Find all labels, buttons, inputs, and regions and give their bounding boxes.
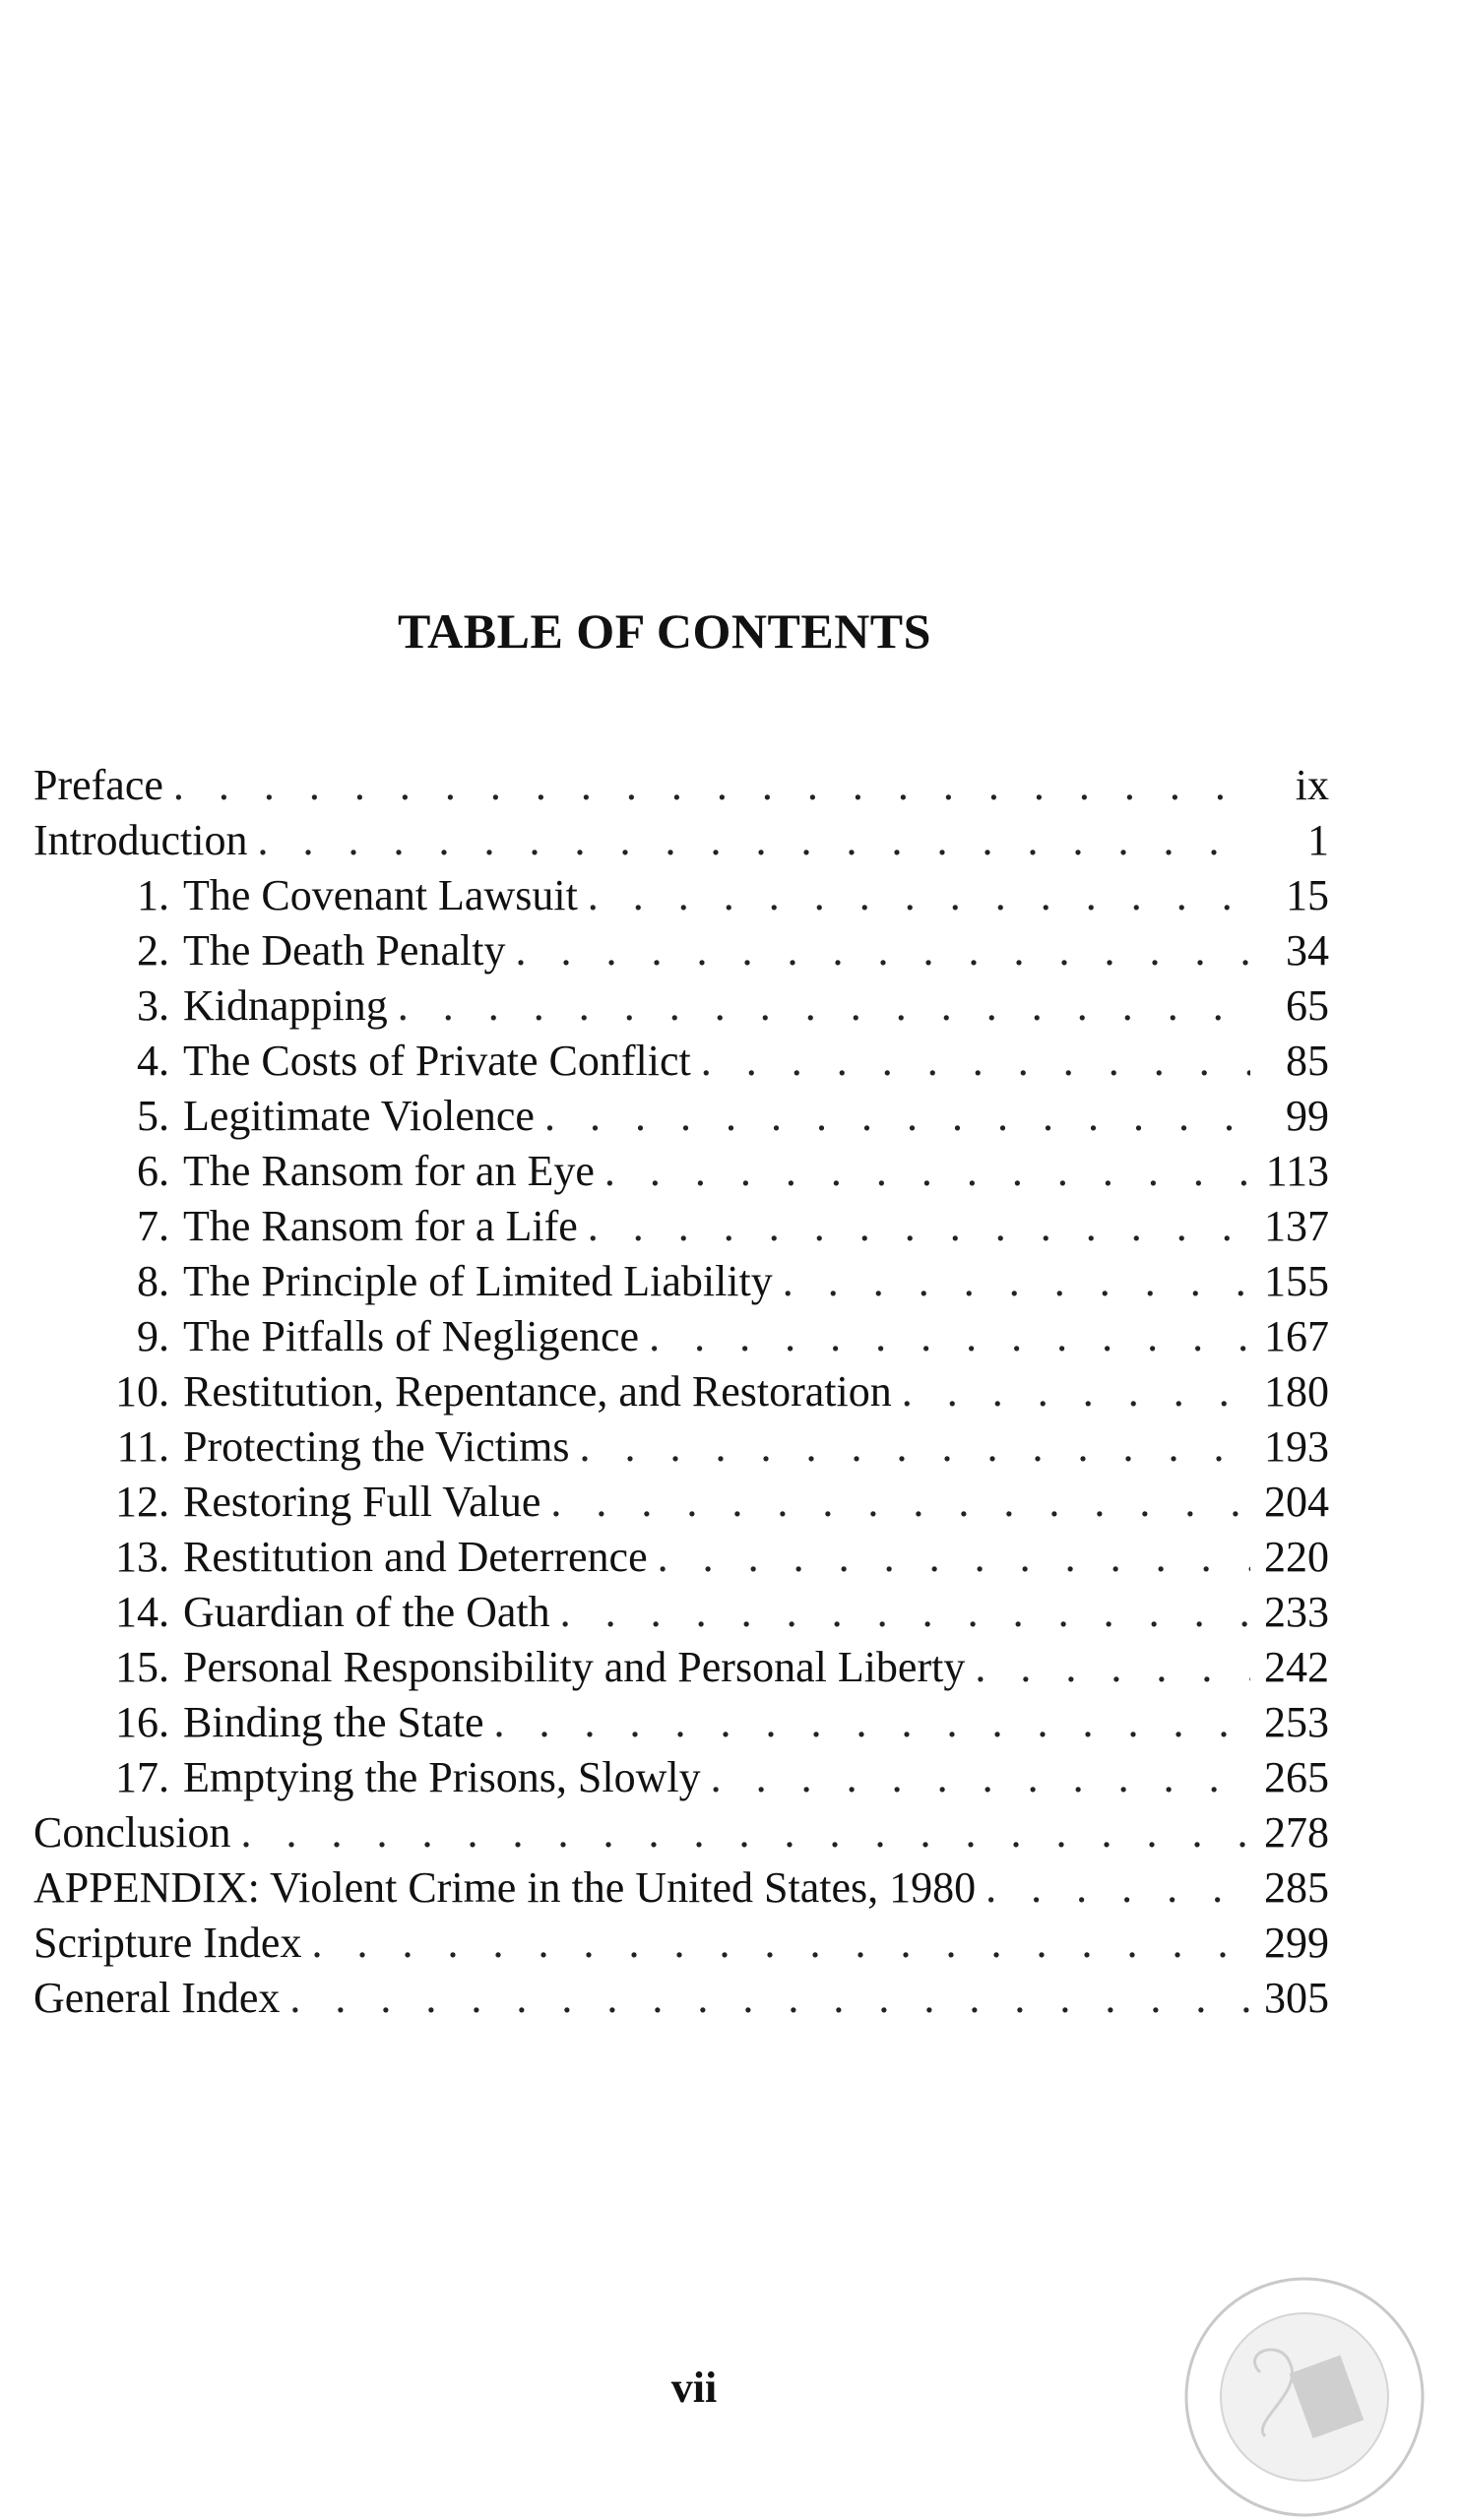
- chapter-number: 14.: [115, 1588, 169, 1636]
- chapter-number: 13.: [115, 1533, 169, 1581]
- toc-entry: [33, 1144, 1329, 1199]
- page-number: vii: [670, 2363, 718, 2412]
- dot-leader: [550, 1475, 1250, 1530]
- entry-page-number: 220: [1264, 1533, 1329, 1581]
- toc-entry: [33, 1199, 1329, 1254]
- entry-page-number: 299: [1264, 1919, 1329, 1967]
- entry-title: General Index: [33, 1974, 281, 2022]
- toc-entry: [33, 1640, 1329, 1695]
- toc-entry: [33, 923, 1329, 978]
- entry-page-number: 65: [1286, 981, 1329, 1030]
- entry-title: APPENDIX: Violent Crime in the United States, 1980: [33, 1863, 977, 1912]
- dot-leader: [494, 1695, 1250, 1750]
- entry-title: Guardian of the Oath: [183, 1588, 550, 1636]
- entry-title: Binding the State: [183, 1698, 484, 1746]
- entry-page-number: 167: [1264, 1312, 1329, 1360]
- dot-leader: [649, 1309, 1250, 1364]
- chapter-number: 3.: [137, 981, 169, 1030]
- dot-leader: [289, 1971, 1250, 2026]
- entry-title: Restoring Full Value: [183, 1478, 541, 1526]
- dot-leader: [173, 758, 1250, 813]
- entry-title: The Death Penalty: [183, 926, 506, 975]
- chapter-number: 4.: [137, 1037, 169, 1085]
- entry-page-number: 180: [1264, 1367, 1329, 1416]
- dot-leader: [311, 1916, 1250, 1971]
- entry-page-number: 113: [1265, 1147, 1329, 1195]
- entry-page-number: 1: [1307, 816, 1329, 864]
- table-of-contents: [33, 758, 1329, 2026]
- entry-title: Emptying the Prisons, Slowly: [183, 1753, 701, 1801]
- dot-leader: [783, 1254, 1250, 1309]
- entry-title: The Pitfalls of Negligence: [183, 1312, 640, 1360]
- dot-leader: [701, 1034, 1250, 1089]
- toc-entry: [33, 1419, 1329, 1475]
- entry-page-number: 85: [1286, 1037, 1329, 1085]
- entry-title: Conclusion: [33, 1808, 231, 1857]
- toc-entry: [33, 978, 1329, 1034]
- dot-leader: [398, 978, 1250, 1034]
- toc-entry: [33, 1254, 1329, 1309]
- toc-entry: [33, 1034, 1329, 1089]
- entry-title: Protecting the Victims: [183, 1422, 570, 1471]
- toc-entry: [33, 1475, 1329, 1530]
- entry-title: The Ransom for an Eye: [183, 1147, 595, 1195]
- chapter-number: 17.: [115, 1753, 169, 1801]
- toc-entry: [33, 813, 1329, 868]
- entry-page-number: 278: [1264, 1808, 1329, 1857]
- entry-page-number: 155: [1264, 1257, 1329, 1305]
- entry-page-number: 99: [1286, 1092, 1329, 1140]
- toc-entry: [33, 1695, 1329, 1750]
- entry-page-number: 204: [1264, 1478, 1329, 1526]
- chapter-number: 2.: [137, 926, 169, 975]
- entry-page-number: 233: [1264, 1588, 1329, 1636]
- entry-page-number: 193: [1264, 1422, 1329, 1471]
- chapter-number: 5.: [137, 1092, 169, 1140]
- entry-page-number: 285: [1264, 1863, 1329, 1912]
- entry-title: Restitution and Deterrence: [183, 1533, 648, 1581]
- chapter-number: 8.: [137, 1257, 169, 1305]
- entry-page-number: 242: [1264, 1643, 1329, 1691]
- toc-entry: [33, 1309, 1329, 1364]
- watermark-seal-icon: [1132, 2225, 1457, 2520]
- entry-title: The Covenant Lawsuit: [183, 871, 578, 919]
- entry-page-number: 15: [1286, 871, 1329, 919]
- dot-leader: [658, 1530, 1250, 1585]
- chapter-number: 1.: [137, 871, 169, 919]
- toc-entry: [33, 1364, 1329, 1419]
- entry-page-number: 137: [1264, 1202, 1329, 1250]
- entry-title: The Ransom for a Life: [183, 1202, 578, 1250]
- toc-entry: [33, 1971, 1329, 2026]
- dot-leader: [711, 1750, 1250, 1805]
- toc-entry: [33, 1916, 1329, 1971]
- chapter-number: 11.: [116, 1422, 169, 1471]
- entry-title: Restitution, Repentance, and Restoration: [183, 1367, 892, 1416]
- toc-entry: [33, 758, 1329, 813]
- entry-page-number: 34: [1286, 926, 1329, 975]
- dot-leader: [544, 1089, 1250, 1144]
- dot-leader: [588, 1199, 1250, 1254]
- dot-leader: [975, 1640, 1250, 1695]
- toc-entry: [33, 1530, 1329, 1585]
- dot-leader: [985, 1860, 1250, 1916]
- entry-title: The Costs of Private Conflict: [183, 1037, 691, 1085]
- dot-leader: [560, 1585, 1250, 1640]
- entry-title: Legitimate Violence: [183, 1092, 535, 1140]
- chapter-number: 7.: [137, 1202, 169, 1250]
- chapter-number: 12.: [115, 1478, 169, 1526]
- dot-leader: [240, 1805, 1250, 1860]
- toc-entry: [33, 1860, 1329, 1916]
- toc-entry: [33, 1750, 1329, 1805]
- chapter-number: 9.: [137, 1312, 169, 1360]
- page-title: TABLE OF CONTENTS: [398, 603, 931, 659]
- entry-title: Preface: [33, 761, 163, 809]
- chapter-number: 15.: [115, 1643, 169, 1691]
- dot-leader: [902, 1364, 1250, 1419]
- entry-page-number: 253: [1264, 1698, 1329, 1746]
- entry-page-number: 305: [1264, 1974, 1329, 2022]
- dot-leader: [515, 923, 1250, 978]
- toc-entry: [33, 1805, 1329, 1860]
- toc-entry: [33, 1585, 1329, 1640]
- dot-leader: [580, 1419, 1251, 1475]
- entry-page-number: 265: [1264, 1753, 1329, 1801]
- entry-page-number: ix: [1295, 761, 1329, 809]
- entry-title: Scripture Index: [33, 1919, 302, 1967]
- toc-entry: [33, 868, 1329, 923]
- entry-title: Introduction: [33, 816, 248, 864]
- chapter-number: 10.: [115, 1367, 169, 1416]
- toc-entry: [33, 1089, 1329, 1144]
- entry-title: Kidnapping: [183, 981, 388, 1030]
- dot-leader: [588, 868, 1250, 923]
- chapter-number: 16.: [115, 1698, 169, 1746]
- entry-title: Personal Responsibility and Personal Liberty: [183, 1643, 966, 1691]
- dot-leader: [258, 813, 1250, 868]
- entry-title: The Principle of Limited Liability: [183, 1257, 773, 1305]
- chapter-number: 6.: [137, 1147, 169, 1195]
- dot-leader: [604, 1144, 1250, 1199]
